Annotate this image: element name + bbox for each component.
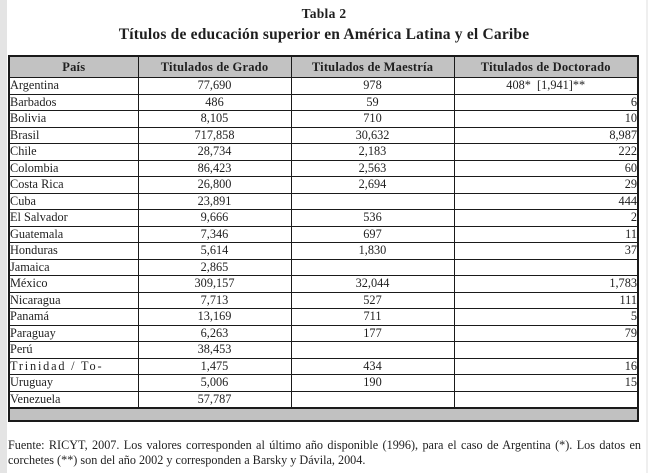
gray-band <box>9 408 638 421</box>
table-row <box>9 292 638 309</box>
cell-pais: Nicaragua <box>9 292 138 309</box>
cell-maestria: 711 <box>291 309 454 326</box>
cell-grado: 38,453 <box>138 342 291 359</box>
table-title: Títulos de educación superior en América Latina y el Caribe <box>118 26 530 43</box>
cell-pais: Costa Rica <box>9 177 138 194</box>
cell-maestria <box>291 342 454 359</box>
header-grado: Titulados de Grado <box>138 56 291 78</box>
cell-maestria: 1,830 <box>291 243 454 260</box>
titles-table <box>8 55 639 422</box>
cell-doctorado <box>454 391 638 408</box>
table-caption <box>0 6 648 44</box>
cell-maestria <box>291 391 454 408</box>
table-row <box>9 193 638 210</box>
cell-maestria: 2,694 <box>291 177 454 194</box>
cell-pais: El Salvador <box>9 210 138 227</box>
cell-doctorado: 111 <box>454 292 638 309</box>
cell-grado: 13,169 <box>138 309 291 326</box>
cell-maestria: 190 <box>291 375 454 392</box>
cell-maestria: 30,632 <box>291 127 454 144</box>
cell-pais: Guatemala <box>9 226 138 243</box>
cell-pais: México <box>9 276 138 293</box>
cell-doctorado: 29 <box>454 177 638 194</box>
cell-grado: 57,787 <box>138 391 291 408</box>
table-row <box>9 391 638 408</box>
cell-grado: 2,865 <box>138 259 291 276</box>
cell-grado: 6,263 <box>138 325 291 342</box>
table-row <box>9 127 638 144</box>
cell-pais: Perú <box>9 342 138 359</box>
cell-maestria: 2,563 <box>291 160 454 177</box>
cell-pais: Cuba <box>9 193 138 210</box>
page-scan-edge-left <box>0 0 7 473</box>
cell-maestria: 177 <box>291 325 454 342</box>
cell-doctorado <box>454 342 638 359</box>
cell-maestria: 697 <box>291 226 454 243</box>
table-row <box>9 177 638 194</box>
table-row <box>9 325 638 342</box>
cell-pais: Trinidad / To- <box>9 358 138 375</box>
cell-doctorado: 5 <box>454 309 638 326</box>
cell-maestria: 32,044 <box>291 276 454 293</box>
table-footer-band <box>9 408 638 421</box>
cell-doctorado: 1,783 <box>454 276 638 293</box>
cell-doctorado: 8,987 <box>454 127 638 144</box>
header-maestria: Titulados de Maestría <box>291 56 454 78</box>
cell-doctorado: 37 <box>454 243 638 260</box>
cell-grado: 77,690 <box>138 78 291 95</box>
table-row <box>9 210 638 227</box>
cell-maestria: 978 <box>291 78 454 95</box>
table-row <box>9 375 638 392</box>
cell-pais: Brasil <box>9 127 138 144</box>
table-row <box>9 358 638 375</box>
cell-grado: 5,614 <box>138 243 291 260</box>
cell-doctorado: 60 <box>454 160 638 177</box>
cell-doctorado: 16 <box>454 358 638 375</box>
table-row <box>9 78 638 95</box>
cell-maestria: 2,183 <box>291 144 454 161</box>
cell-doctorado: 15 <box>454 375 638 392</box>
table-row <box>9 226 638 243</box>
cell-maestria: 59 <box>291 94 454 111</box>
cell-maestria: 434 <box>291 358 454 375</box>
cell-pais: Jamaica <box>9 259 138 276</box>
header-pais: País <box>9 56 138 78</box>
cell-doctorado: 10 <box>454 111 638 128</box>
table-row <box>9 342 638 359</box>
table-row <box>9 144 638 161</box>
cell-maestria <box>291 259 454 276</box>
cell-maestria <box>291 193 454 210</box>
table-row <box>9 160 638 177</box>
cell-grado: 1,475 <box>138 358 291 375</box>
cell-maestria: 527 <box>291 292 454 309</box>
cell-pais: Argentina <box>9 78 138 95</box>
cell-maestria: 536 <box>291 210 454 227</box>
table-row <box>9 111 638 128</box>
cell-grado: 86,423 <box>138 160 291 177</box>
cell-pais: Barbados <box>9 94 138 111</box>
cell-grado: 7,346 <box>138 226 291 243</box>
cell-pais: Honduras <box>9 243 138 260</box>
cell-doctorado <box>454 259 638 276</box>
table-row <box>9 243 638 260</box>
cell-doctorado: 6 <box>454 94 638 111</box>
cell-pais: Bolivia <box>9 111 138 128</box>
table-row <box>9 276 638 293</box>
cell-doctorado: 444 <box>454 193 638 210</box>
table-row <box>9 94 638 111</box>
cell-grado: 23,891 <box>138 193 291 210</box>
cell-doctorado: 79 <box>454 325 638 342</box>
table-header-row <box>9 56 638 78</box>
cell-pais: Paraguay <box>9 325 138 342</box>
source-footnote: Fuente: RICYT, 2007. Los valores corresponden al último año disponible (1996), para el caso de Argentina (*). Los datos en corchetes (**) son del año 2002 y corresponden a Barsky y Dávila, 2004. <box>8 438 641 467</box>
cell-grado: 717,858 <box>138 127 291 144</box>
cell-pais: Panamá <box>9 309 138 326</box>
cell-grado: 7,713 <box>138 292 291 309</box>
cell-doctorado: 408* [1,941]** <box>454 78 638 95</box>
cell-pais: Uruguay <box>9 375 138 392</box>
table-row <box>9 259 638 276</box>
table-number-label: Tabla 2 <box>301 6 347 21</box>
table-row <box>9 309 638 326</box>
cell-doctorado: 11 <box>454 226 638 243</box>
cell-grado: 28,734 <box>138 144 291 161</box>
table-body <box>9 78 638 409</box>
cell-pais: Chile <box>9 144 138 161</box>
cell-grado: 26,800 <box>138 177 291 194</box>
cell-grado: 8,105 <box>138 111 291 128</box>
cell-pais: Venezuela <box>9 391 138 408</box>
cell-grado: 5,006 <box>138 375 291 392</box>
header-doctorado: Titulados de Doctorado <box>454 56 638 78</box>
cell-grado: 309,157 <box>138 276 291 293</box>
cell-pais: Colombia <box>9 160 138 177</box>
cell-maestria: 710 <box>291 111 454 128</box>
cell-grado: 9,666 <box>138 210 291 227</box>
cell-doctorado: 2 <box>454 210 638 227</box>
cell-doctorado: 222 <box>454 144 638 161</box>
cell-grado: 486 <box>138 94 291 111</box>
